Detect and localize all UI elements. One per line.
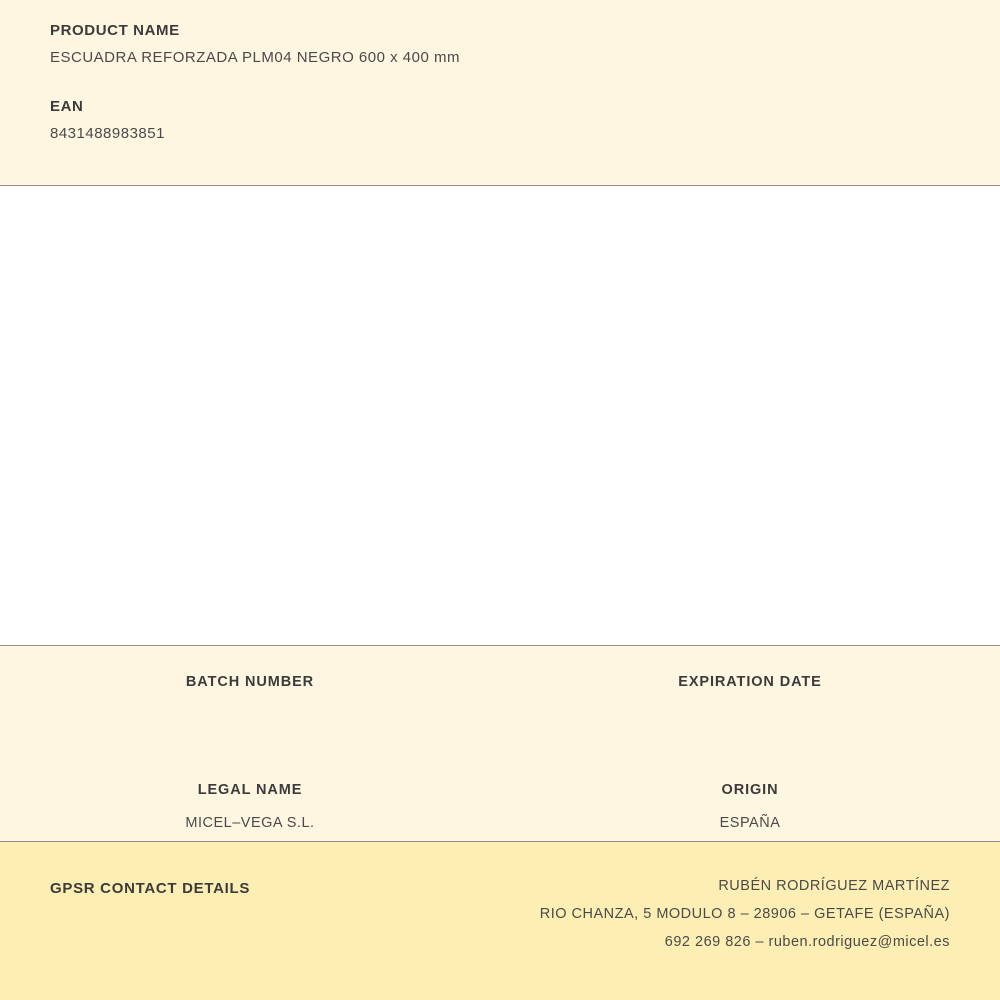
legal-name-cell: [0, 782, 500, 832]
expiration-date-cell: [500, 674, 1000, 724]
origin-value: ESPAÑA: [719, 815, 781, 831]
gpsr-contact-person: RUBÉN RODRÍGUEZ MARTÍNEZ: [718, 878, 950, 894]
gpsr-contact-lines: [540, 878, 950, 950]
gpsr-contact-address: RIO CHANZA, 5 MODULO 8 – 28906 – GETAFE (ESPAÑA): [539, 906, 950, 922]
product-name-label: PRODUCT NAME: [50, 22, 180, 39]
ean-label: EAN: [50, 98, 84, 115]
origin-cell: [500, 782, 1000, 832]
batch-number-label: BATCH NUMBER: [185, 674, 315, 690]
details-row-batch-expiration: [0, 674, 1000, 724]
gpsr-contact-title: GPSR CONTACT DETAILS: [50, 880, 251, 897]
legal-name-label: LEGAL NAME: [197, 782, 303, 798]
details-row-legal-origin: [0, 782, 1000, 832]
gpsr-contact-block: [0, 842, 1000, 1000]
product-name-group: [50, 22, 950, 66]
expiration-date-value: [500, 707, 1000, 724]
batch-number-cell: [0, 674, 500, 724]
product-name-value: ESCUADRA REFORZADA PLM04 NEGRO 600 x 400 mm: [50, 49, 460, 66]
product-info-block: [0, 0, 1000, 186]
ean-group: [50, 98, 950, 142]
origin-label: ORIGIN: [721, 782, 779, 798]
legal-name-value: MICEL–VEGA S.L.: [185, 815, 315, 831]
blank-content-area: [0, 186, 1000, 646]
batch-number-value: [0, 707, 500, 724]
ean-value: 8431488983851: [50, 125, 165, 142]
product-details-grid: [0, 646, 1000, 842]
gpsr-contact-phone-email: 692 269 826 – ruben.rodriguez@micel.es: [664, 934, 950, 950]
expiration-date-label: EXPIRATION DATE: [678, 674, 822, 690]
